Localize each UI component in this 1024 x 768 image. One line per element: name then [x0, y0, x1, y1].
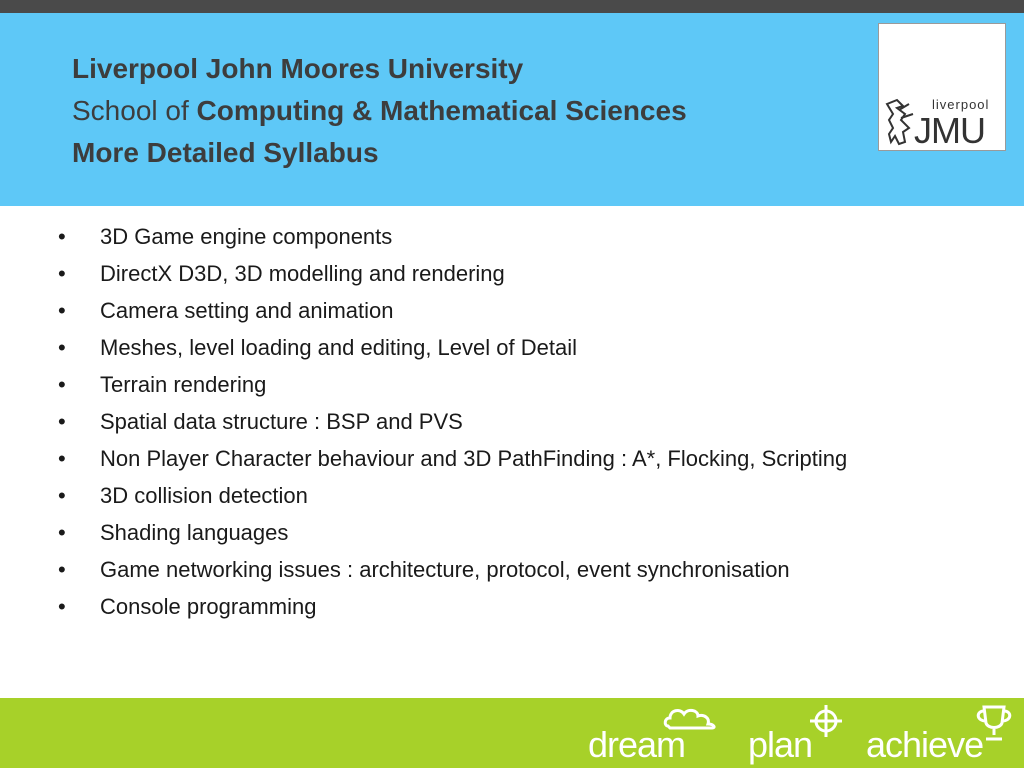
school-name: Computing & Mathematical Sciences [196, 95, 687, 126]
bullet-marker: • [58, 557, 66, 582]
list-item [58, 555, 920, 585]
list-item [58, 222, 920, 252]
list-item [58, 296, 920, 326]
list-item-text: Terrain rendering [100, 372, 267, 397]
list-item [58, 481, 920, 511]
list-item-text: Non Player Character behaviour and 3D PathFinding : A*, Flocking, Scripting [100, 446, 848, 471]
footer-word-plan: plan [748, 724, 813, 765]
logo-letters: JMU [914, 110, 985, 151]
bullet-marker: • [58, 594, 66, 619]
trophy-icon [974, 703, 1014, 745]
list-item-text: Shading languages [100, 520, 289, 545]
list-item-text: Game networking issues : architecture, protocol, event synchronisation [100, 557, 790, 582]
list-item [58, 518, 920, 548]
list-item [58, 444, 920, 474]
list-item-text: 3D collision detection [100, 483, 308, 508]
footer-word-dream: dream [588, 724, 686, 765]
bullet-marker: • [58, 298, 66, 323]
list-item-text: Spatial data structure : BSP and PVS [100, 409, 463, 434]
list-item [58, 259, 920, 289]
list-item-text: Console programming [100, 594, 317, 619]
footer-word-achieve: achieve [866, 724, 984, 765]
slide-subtitle: More Detailed Syllabus [72, 137, 379, 168]
bullet-marker: • [58, 372, 66, 397]
list-item-text: Meshes, level loading and editing, Level of Detail [100, 335, 577, 360]
crosshair-icon [808, 703, 844, 739]
logo-word: liverpool [932, 97, 990, 112]
list-item [58, 592, 920, 622]
list-item [58, 370, 920, 400]
cloud-icon [662, 704, 722, 732]
bullet-marker: • [58, 483, 66, 508]
bullet-marker: • [58, 261, 66, 286]
bullet-marker: • [58, 520, 66, 545]
list-item-text: 3D Game engine components [100, 224, 393, 249]
bullet-marker: • [58, 446, 66, 471]
list-item [58, 407, 920, 437]
school-line [72, 90, 687, 132]
university-title: Liverpool John Moores University [72, 53, 524, 84]
list-item [58, 333, 920, 363]
school-prefix: School of [72, 95, 197, 126]
list-item-text: Camera setting and animation [100, 298, 394, 323]
liver-bird-icon [883, 98, 917, 148]
list-item-text: DirectX D3D, 3D modelling and rendering [100, 261, 505, 286]
syllabus-list [58, 222, 920, 629]
bullet-marker: • [58, 409, 66, 434]
top-bar [0, 0, 1024, 13]
title-block [72, 48, 687, 174]
bullet-marker: • [58, 335, 66, 360]
bullet-marker: • [58, 224, 66, 249]
